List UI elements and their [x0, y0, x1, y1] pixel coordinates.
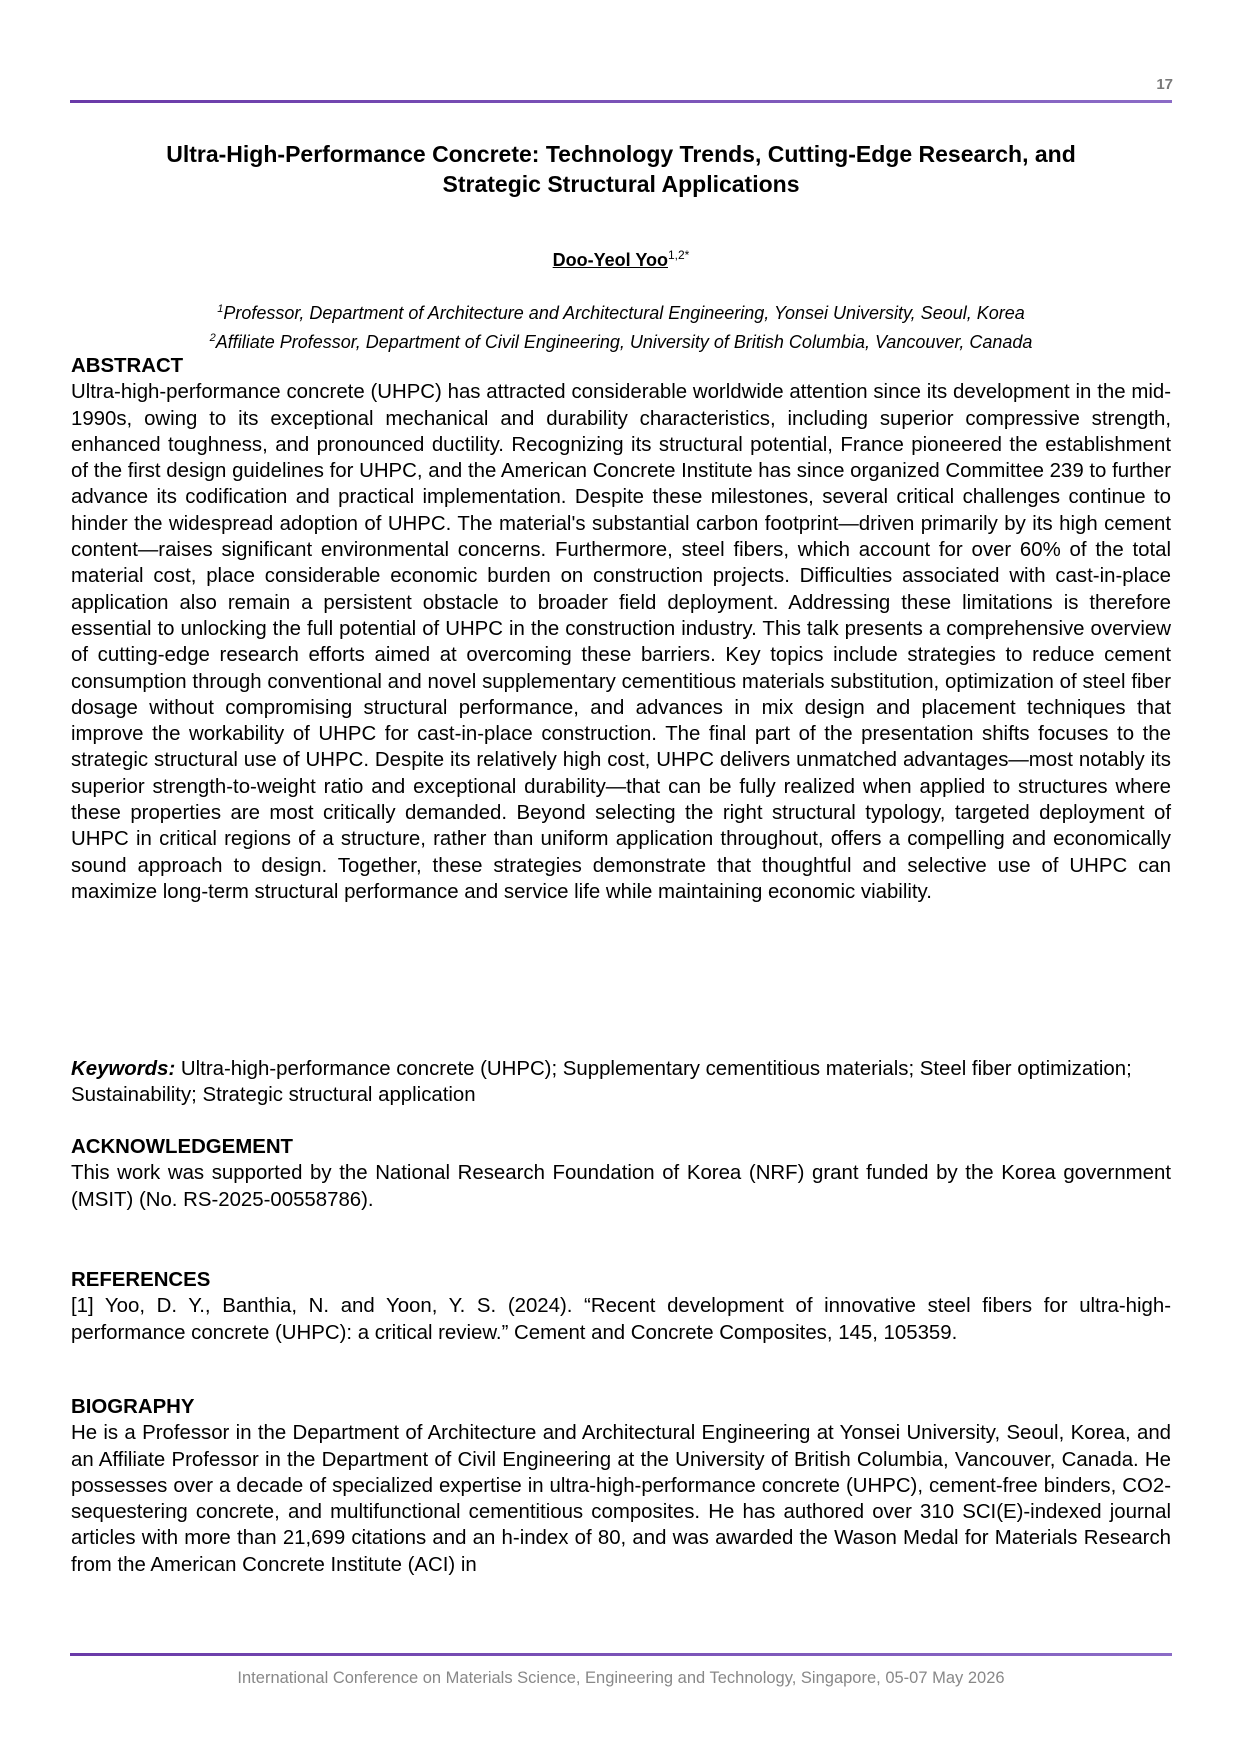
- page-number: 17: [1156, 76, 1173, 93]
- footer-rule: [70, 1653, 1172, 1656]
- affiliations: [70, 297, 1172, 355]
- biography-heading: BIOGRAPHY: [71, 1396, 195, 1418]
- author-name: Doo-Yeol Yoo: [552, 250, 668, 270]
- acknowledgement-text: This work was supported by the National Research Foundation of Korea (NRF) grant funded by the Korea government (MSIT) (No. RS-2025-00558786).: [71, 1162, 1171, 1211]
- header-rule: [70, 100, 1172, 103]
- affiliation-2: [70, 326, 1172, 355]
- biography-section: [71, 1394, 1171, 1578]
- footer-text: International Conference on Materials Science, Engineering and Technology, Singapore, 05-07 May 2026: [237, 1669, 1005, 1687]
- affiliation-1-text: Professor, Department of Architecture and Architectural Engineering, Yonsei University, Seoul, Korea: [223, 303, 1025, 323]
- acknowledgement-section: [71, 1134, 1171, 1213]
- affiliation-2-text: Affiliate Professor, Department of Civil Engineering, University of British Columbia, Vancouver, Canada: [215, 332, 1033, 352]
- author-affiliation-marks: 1,2*: [667, 248, 690, 262]
- abstract-heading: ABSTRACT: [71, 355, 184, 377]
- acknowledgement-heading: ACKNOWLEDGEMENT: [71, 1136, 294, 1158]
- title-line-2: Strategic Structural Applications: [442, 171, 800, 197]
- keywords-text: Ultra-high-performance concrete (UHPC); Supplementary cementitious materials; Steel fiber optimization; Sustainability; Strategic structural application: [71, 1058, 1132, 1107]
- references-section: [71, 1267, 1171, 1346]
- affiliation-2-mark: 2: [209, 332, 216, 344]
- keywords-section: [71, 1056, 1171, 1109]
- title-line-1: Ultra-High-Performance Concrete: Technology Trends, Cutting-Edge Research, and: [166, 141, 1076, 167]
- author-line: [70, 248, 1172, 271]
- paper-title: [70, 139, 1172, 199]
- abstract-section: [71, 353, 1171, 905]
- affiliation-1: [70, 297, 1172, 326]
- keywords-label: Keywords:: [71, 1058, 176, 1080]
- references-heading: REFERENCES: [71, 1269, 211, 1291]
- reference-item-1: [1] Yoo, D. Y., Banthia, N. and Yoon, Y. S. (2024). “Recent development of innovative steel fibers for ultra-high-performance concrete (UHPC): a critical review.” Cement and Concrete Composites, 145, 105359.: [71, 1295, 1171, 1344]
- abstract-text: Ultra-high-performance concrete (UHPC) has attracted considerable worldwide attention since its development in the mid-1990s, owing to its exceptional mechanical and durability characteristics, including superior compressive strength, enhanced toughness, and pronounced ductility. Recognizing its structural potential, France pioneered the establishment of the first design guidelines for UHPC, and the American Concrete Institute has since organized Committee 239 to further advance its codification and practical implementation. Despite these milestones, several critical challenges continue to hinder the widespread adoption of UHPC. The material's substantial carbon footprint—driven primarily by its high cement content—raises significant environmental concerns. Furthermore, steel fibers, which account for over 60% of the total material cost, place considerable economic burden on construction projects. Difficulties associated with cast-in-place application also remain a persistent obstacle to broader field deployment. Addressing these limitations is therefore essential to unlocking the full potential of UHPC in the construction industry. This talk presents a comprehensive overview of cutting-edge research efforts aimed at overcoming these barriers. Key topics include strategies to reduce cement consumption through conventional and novel supplementary cementitious materials substitution, optimization of steel fiber dosage without compromising structural performance, and advances in mix design and placement techniques that improve the workability of UHPC for cast-in-place construction. The final part of the presentation shifts focuses to the strategic structural use of UHPC. Despite its relatively high cost, UHPC delivers unmatched advantages—most notably its superior strength-to-weight ratio and exceptional durability—that can be fully realized when applied to structures where these properties are most critically demanded. Beyond selecting the right structural typology, targeted deployment of UHPC in critical regions of a structure, rather than uniform application throughout, offers a compelling and economically sound approach to design. Together, these strategies demonstrate that thoughtful and selective use of UHPC can maximize long-term structural performance and service life while maintaining economic viability.: [71, 381, 1171, 903]
- affiliation-1-mark: 1: [217, 303, 224, 315]
- biography-text: He is a Professor in the Department of Architecture and Architectural Engineering at Yonsei University, Seoul, Korea, and an Affiliate Professor in the Department of Civil Engineering at the University of British Columbia, Vancouver, Canada. He possesses over a decade of specialized expertise in ultra-high-performance concrete (UHPC), cement-free binders, CO2-sequestering concrete, and multifunctional cementitious composites. He has authored over 310 SCI(E)-indexed journal articles with more than 21,699 citations and an h-index of 80, and was awarded the Wason Medal for Materials Research from the American Concrete Institute (ACI) in: [71, 1422, 1171, 1576]
